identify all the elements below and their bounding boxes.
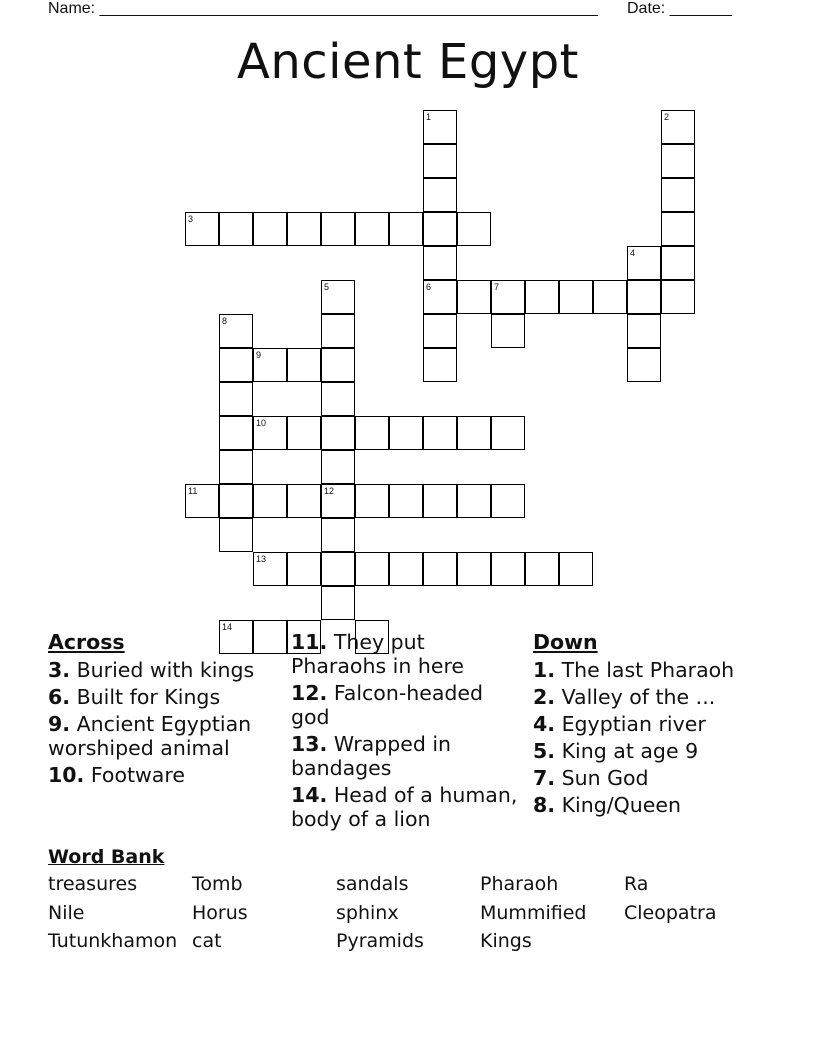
- grid-cell[interactable]: [219, 348, 253, 382]
- grid-cell[interactable]: [355, 416, 389, 450]
- grid-cell[interactable]: [253, 416, 287, 450]
- word-bank-item: Mummified: [480, 901, 587, 924]
- grid-cell[interactable]: [253, 484, 287, 518]
- grid-cell[interactable]: [661, 246, 695, 280]
- across-clues-col2: [291, 630, 526, 834]
- word-bank-heading: Word Bank: [48, 846, 165, 868]
- grid-cell[interactable]: [287, 484, 321, 518]
- grid-cell[interactable]: [423, 314, 457, 348]
- clue-number: 2: [664, 112, 670, 122]
- word-bank-item: Pharaoh: [480, 873, 559, 895]
- grid-cell[interactable]: [457, 552, 491, 586]
- grid-cell[interactable]: [389, 212, 423, 246]
- grid-cell[interactable]: [321, 450, 355, 484]
- grid-cell[interactable]: [423, 416, 457, 450]
- clue-across-14: 14. Head of a human, body of a lion: [291, 783, 518, 831]
- grid-cell[interactable]: [491, 416, 525, 450]
- clue-down-2: 2. Valley of the ...: [533, 685, 716, 709]
- grid-cell[interactable]: [389, 552, 423, 586]
- grid-cell[interactable]: [423, 552, 457, 586]
- grid-cell[interactable]: [457, 484, 491, 518]
- grid-cell[interactable]: [389, 484, 423, 518]
- grid-cell[interactable]: [321, 552, 355, 586]
- clue-number: 11: [188, 486, 198, 496]
- grid-cell[interactable]: [423, 178, 457, 212]
- grid-cell[interactable]: [423, 280, 457, 314]
- grid-cell[interactable]: [491, 280, 525, 314]
- grid-cell[interactable]: [423, 348, 457, 382]
- clue-down-1: 1. The last Pharaoh: [533, 658, 735, 682]
- grid-cell[interactable]: [321, 348, 355, 382]
- grid-cell[interactable]: [219, 382, 253, 416]
- grid-cell[interactable]: [355, 552, 389, 586]
- clue-across-13: 13. Wrapped in bandages: [291, 732, 452, 780]
- grid-cell[interactable]: [661, 144, 695, 178]
- word-bank-item: Pyramids: [336, 930, 424, 952]
- word-bank-item: sphinx: [336, 901, 399, 924]
- grid-cell[interactable]: [253, 212, 287, 246]
- grid-cell[interactable]: [627, 246, 661, 280]
- word-bank-item: treasures: [48, 873, 138, 895]
- grid-cell[interactable]: [321, 382, 355, 416]
- clue-number: 4: [630, 248, 636, 258]
- clue-number: 6: [426, 282, 432, 292]
- grid-cell[interactable]: [355, 212, 389, 246]
- grid-cell[interactable]: [287, 348, 321, 382]
- clue-number: 14: [222, 622, 233, 632]
- word-bank-item: Nile: [48, 901, 85, 924]
- grid-cell[interactable]: [559, 280, 593, 314]
- grid-cell[interactable]: [253, 348, 287, 382]
- grid-cell[interactable]: [491, 552, 525, 586]
- grid-cell[interactable]: [321, 280, 355, 314]
- grid-cell[interactable]: [219, 450, 253, 484]
- grid-cell[interactable]: [423, 484, 457, 518]
- grid-cell[interactable]: [593, 280, 627, 314]
- word-bank-item: Tutunkhamon: [48, 930, 178, 952]
- grid-cell[interactable]: [219, 314, 253, 348]
- clue-across-3: 3. Buried with kings: [48, 658, 255, 682]
- grid-cell[interactable]: [661, 212, 695, 246]
- grid-cell[interactable]: [219, 484, 253, 518]
- grid-cell[interactable]: [491, 484, 525, 518]
- grid-cell[interactable]: [423, 110, 457, 144]
- across-clues-col1: [48, 630, 273, 790]
- page-title: Ancient Egypt: [236, 34, 579, 90]
- word-bank-item: cat: [192, 930, 222, 952]
- grid-cell[interactable]: [423, 144, 457, 178]
- clue-number: 7: [494, 282, 500, 292]
- grid-cell[interactable]: [219, 212, 253, 246]
- grid-cell[interactable]: [321, 586, 355, 620]
- clue-down-7: 7. Sun God: [533, 766, 649, 790]
- grid-cell[interactable]: [457, 280, 491, 314]
- word-bank-item: Kings: [480, 930, 532, 952]
- clue-number: 8: [222, 316, 228, 326]
- grid-cell[interactable]: [321, 416, 355, 450]
- word-bank-item: sandals: [336, 873, 409, 895]
- grid-cell[interactable]: [627, 314, 661, 348]
- clue-number: 1: [426, 112, 432, 122]
- grid-cell[interactable]: [525, 280, 559, 314]
- across-heading: Across: [48, 630, 125, 654]
- clue-number: 12: [324, 486, 335, 496]
- clue-across-12: 12. Falcon-headed god: [291, 681, 484, 729]
- word-bank-item: Tomb: [192, 873, 243, 895]
- clue-down-8: 8. King/Queen: [533, 793, 681, 817]
- word-bank-item: Ra: [624, 873, 649, 895]
- clue-number: 13: [256, 554, 267, 564]
- grid-cell[interactable]: [219, 416, 253, 450]
- down-heading: Down: [533, 630, 598, 654]
- grid-cell[interactable]: [287, 416, 321, 450]
- clue-number: 9: [256, 350, 262, 360]
- name-line[interactable]: Name: ________________________________________________________: [48, 0, 598, 17]
- grid-cell[interactable]: [321, 484, 355, 518]
- grid-cell[interactable]: [321, 518, 355, 552]
- grid-cell[interactable]: [661, 280, 695, 314]
- grid-cell[interactable]: [355, 484, 389, 518]
- clue-number: 10: [256, 418, 267, 428]
- grid-cell[interactable]: [525, 552, 559, 586]
- grid-cell[interactable]: [627, 280, 661, 314]
- down-clues: [533, 630, 773, 820]
- clue-across-6: 6. Built for Kings: [48, 685, 221, 709]
- grid-cell[interactable]: [185, 484, 219, 518]
- grid-cell[interactable]: [491, 314, 525, 348]
- grid-cell[interactable]: [321, 314, 355, 348]
- word-bank-item: Cleopatra: [624, 901, 717, 924]
- grid-cell[interactable]: [423, 246, 457, 280]
- grid-cell[interactable]: [389, 416, 423, 450]
- grid-cell[interactable]: [661, 178, 695, 212]
- date-line[interactable]: Date: _______: [627, 0, 732, 17]
- grid-cell[interactable]: [287, 552, 321, 586]
- clue-number: 5: [324, 282, 330, 292]
- grid-cell[interactable]: [559, 552, 593, 586]
- grid-cell[interactable]: [253, 552, 287, 586]
- clue-down-5: 5. King at age 9: [533, 739, 699, 763]
- grid-cell[interactable]: [423, 212, 457, 246]
- clue-down-4: 4. Egyptian river: [533, 712, 706, 736]
- grid-cell[interactable]: [321, 212, 355, 246]
- grid-cell[interactable]: [661, 110, 695, 144]
- grid-cell[interactable]: [185, 212, 219, 246]
- grid-cell[interactable]: [287, 212, 321, 246]
- grid-cell[interactable]: [457, 212, 491, 246]
- clue-across-11: 11. They put Pharaohs in here: [291, 630, 465, 678]
- word-bank-item: Horus: [192, 901, 248, 924]
- clue-number: 3: [188, 214, 194, 224]
- grid-cell[interactable]: [627, 348, 661, 382]
- clue-across-9: 9. Ancient Egyptian worshiped animal: [48, 712, 252, 760]
- grid-cell[interactable]: [219, 518, 253, 552]
- grid-cell[interactable]: [457, 416, 491, 450]
- clue-across-10: 10. Footware: [48, 763, 185, 787]
